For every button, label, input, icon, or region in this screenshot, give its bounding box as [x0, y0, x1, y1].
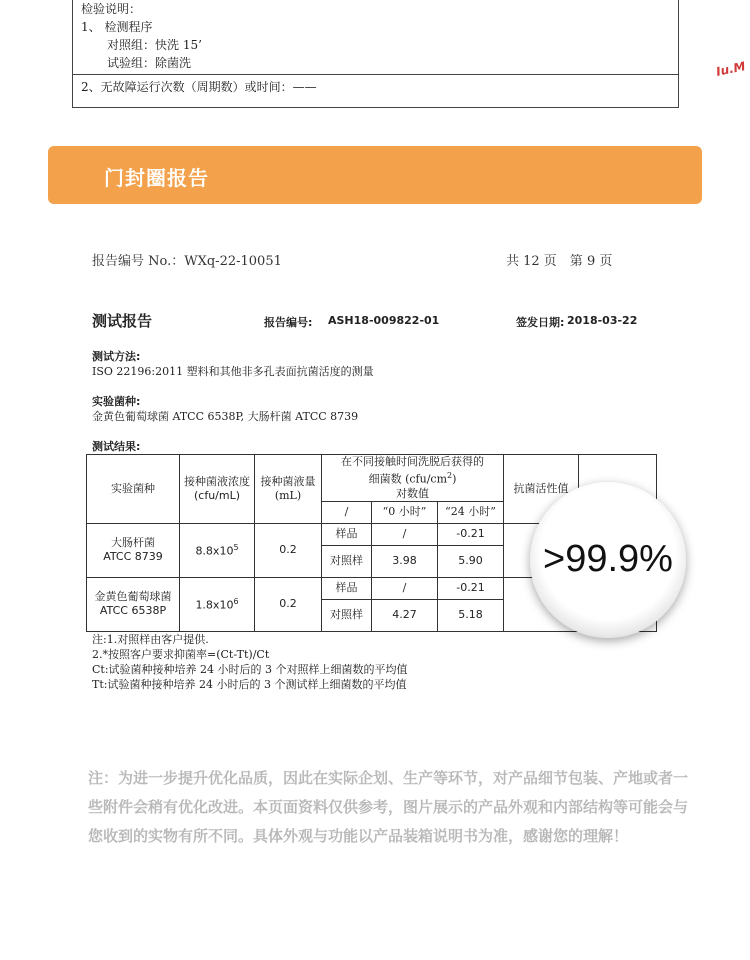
issue-date-label: 签发日期:	[516, 316, 565, 329]
report-number-label: 报告编号:	[264, 316, 313, 329]
table-row: 对照样 3.98 5.90	[87, 545, 657, 577]
method-heading: 测试方法:	[92, 350, 141, 363]
table-row: 大肠杆菌 ATCC 8739 $8.8x10^5$ 0.2 样品 / -0.21	[87, 523, 657, 545]
procedure-item: 1、 检测程序	[81, 20, 153, 34]
control-group-line: 对照组：快洗 15’	[107, 38, 202, 52]
report-number-value: ASH18-009822-01	[328, 314, 440, 327]
table-notes	[92, 632, 408, 692]
note-4: Tt:试验菌种接种培养 24 小时后的 3 个测试样上细菌数的平均值	[92, 678, 407, 691]
report-number: 报告编号 No.：WXq-22-10051	[92, 254, 282, 269]
page-count: 共 12 页 第 9 页	[506, 254, 613, 269]
results-heading: 测试结果:	[92, 440, 141, 453]
antibacterial-rate: >99.9%	[543, 538, 673, 580]
table-row: 对照样 4.27 5.18	[87, 599, 657, 631]
subheader-0h: “0 小时”	[372, 501, 438, 523]
note-3: Ct:试验菌种接种培养 24 小时后的 3 个对照样上细菌数的平均值	[92, 663, 408, 676]
section-banner	[48, 146, 702, 204]
report-title: 测试报告	[92, 312, 153, 330]
stamp-fragment: Iu.M	[715, 59, 748, 79]
test-description-box	[72, 0, 679, 108]
description-heading: 检验说明：	[81, 2, 142, 16]
header-strain: 实验菌种	[87, 455, 180, 524]
header-concentration: 接种菌液浓度 (cfu/mL)	[180, 455, 255, 524]
disclaimer-text: 注：为进一步提升优化品质，因此在实际企划、生产等环节，对产品细节包装、产地或者一些附件会稍有优化改进。本页面资料仅供参考，图片展示的产品外观和内部结构等可能会与您收到的实物有所不同。具体外观与功能以产品装箱说明书为准，感谢您的理解！	[88, 769, 689, 845]
header-activity: 抗菌活性值	[504, 455, 579, 524]
strains-heading: 实验菌种:	[92, 395, 141, 408]
table-row: 金黄色葡萄球菌 ATCC 6538P $1.8x10^6$ 0.2 样品 / -0.21	[87, 577, 657, 599]
subheader-slash: /	[322, 501, 372, 523]
magnifier-lens	[530, 482, 686, 638]
runtime-line: 2、无故障运行次数（周期数）或时间：——	[81, 80, 317, 94]
issue-date-value: 2018-03-22	[567, 314, 638, 327]
banner-title: 门封圈报告	[104, 166, 209, 190]
note-1: 注:1.对照样由客户提供.	[92, 633, 209, 646]
note-2: 2.*按照客户要求抑菌率=(Ct-Tt)/Ct	[92, 648, 270, 661]
box-divider	[73, 74, 678, 75]
header-bacteria-count: 在不同接触时间洗脱后获得的 细菌数 $(cfu/cm^2)$ 对数值	[322, 455, 504, 502]
method-text: ISO 22196:2011 塑料和其他非多孔表面抗菌活度的测量	[92, 365, 374, 378]
header-volume: 接种菌液量(mL)	[255, 455, 322, 524]
test-group-line: 试验组：除菌洗	[107, 56, 192, 70]
subheader-24h: “24 小时”	[438, 501, 504, 523]
strains-text: 金黄色葡萄球菌 ATCC 6538P, 大肠杆菌 ATCC 8739	[92, 410, 359, 423]
